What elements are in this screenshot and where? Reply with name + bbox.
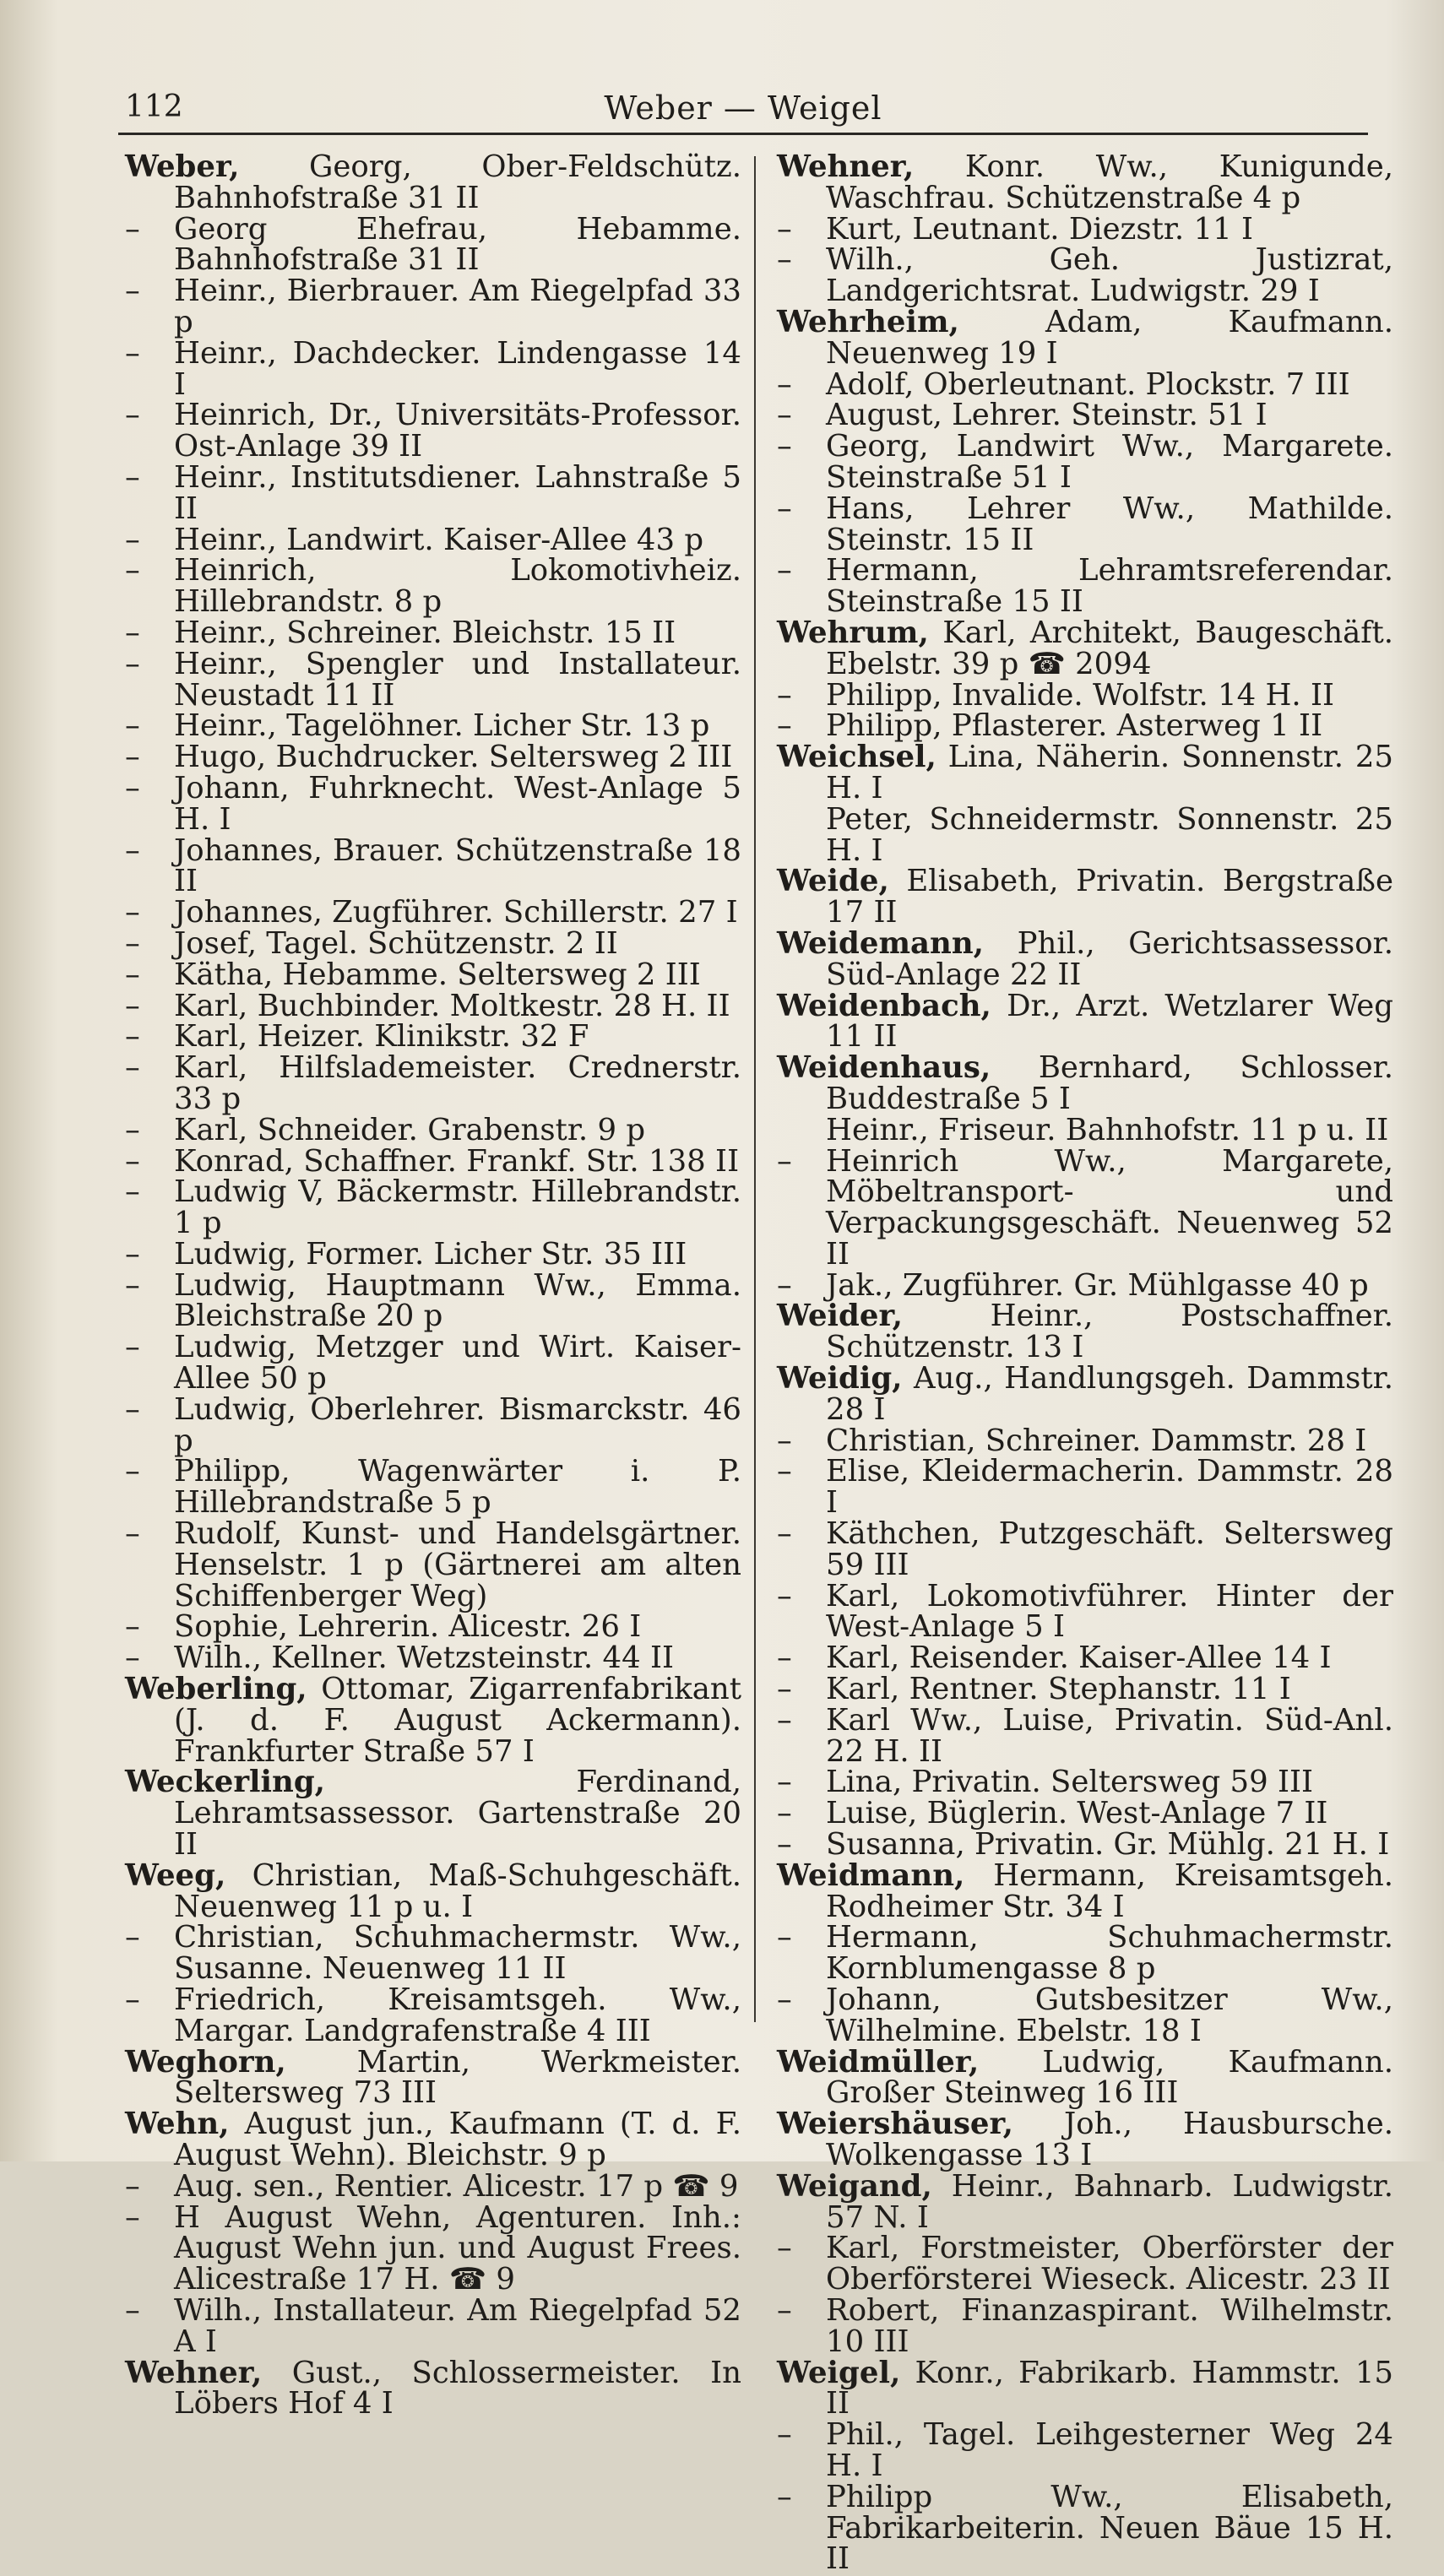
entry-surname: Weidenbach, bbox=[777, 988, 991, 1023]
entry-details: Lina, Näherin. Sonnenstr. 25 H. I bbox=[826, 740, 1393, 805]
ditto-dash: – bbox=[777, 1702, 792, 1738]
directory-entry bbox=[777, 1301, 1393, 1364]
entry-surname: Weberling, bbox=[125, 1672, 307, 1707]
running-head: Weber — Weigel bbox=[604, 89, 882, 127]
entry-details: Ludwig, Oberlehrer. Bismarckstr. 46 p bbox=[174, 1391, 741, 1458]
ditto-dash: – bbox=[125, 740, 140, 775]
entry-details: Johannes, Brauer. Schützenstraße 18 II bbox=[174, 832, 741, 899]
directory-entry bbox=[125, 1857, 741, 1924]
ditto-dash: – bbox=[125, 1143, 140, 1179]
entry-details: Philipp, Wagenwärter i. P. Hillebrandstraße 5 p bbox=[174, 1454, 741, 1521]
directory-entry bbox=[777, 1456, 1393, 1519]
directory-entry bbox=[777, 366, 1393, 402]
directory-entry bbox=[125, 2199, 741, 2297]
directory-entry bbox=[125, 988, 741, 1023]
entry-surname: Weghorn, bbox=[125, 2044, 286, 2080]
ditto-dash: – bbox=[777, 1578, 792, 1613]
entry-details: Karl, Buchbinder. Moltkestr. 28 H. II bbox=[174, 988, 730, 1023]
directory-entry bbox=[125, 615, 741, 650]
entry-details: Heinr., Spengler und Installateur. Neustadt 11 II bbox=[174, 646, 741, 713]
entry-surname: Wehrum, bbox=[777, 615, 929, 650]
ditto-dash: – bbox=[125, 398, 140, 433]
directory-entry bbox=[777, 242, 1393, 309]
directory-entry bbox=[777, 677, 1393, 713]
entry-surname: Weber, bbox=[125, 149, 240, 184]
ditto-dash: – bbox=[125, 1391, 140, 1427]
directory-entry bbox=[777, 1578, 1393, 1645]
directory-entry bbox=[125, 1516, 741, 1613]
ditto-dash: – bbox=[777, 1423, 792, 1458]
directory-entry bbox=[777, 2044, 1393, 2111]
directory-entry bbox=[777, 149, 1393, 215]
entry-surname: Weider, bbox=[777, 1299, 903, 1334]
entry-details: Gust., Schlossermeister. In Löbers Hof 4 I bbox=[174, 2355, 741, 2421]
entry-details: Georg Ehefrau, Hebamme. Bahnhofstraße 31 II bbox=[174, 211, 741, 278]
directory-entry bbox=[125, 400, 741, 463]
directory-entry bbox=[777, 1267, 1393, 1303]
directory-entry bbox=[125, 1765, 741, 1863]
ditto-dash: – bbox=[125, 459, 140, 495]
directory-entry bbox=[125, 742, 741, 773]
directory-entry bbox=[125, 895, 741, 930]
directory-entry bbox=[777, 1361, 1393, 1427]
entry-details: Karl, Reisender. Kaiser-Allee 14 I bbox=[826, 1641, 1332, 1676]
entry-details: Käthchen, Putzgeschäft. Seltersweg 59 III bbox=[826, 1516, 1393, 1582]
entry-details: Heinrich Ww., Margarete, Möbeltransport- und Verpackungsgeschäft. Neuenweg 52 II bbox=[826, 1143, 1393, 1272]
directory-entry bbox=[125, 522, 741, 557]
directory-entry bbox=[125, 1456, 741, 1519]
ditto-dash: – bbox=[125, 1609, 140, 1645]
directory-entry bbox=[777, 615, 1393, 681]
entry-details: Heinrich, Lokomotivheiz. Hillebrandstr. 8 p bbox=[174, 553, 741, 620]
ditto-dash: – bbox=[777, 1267, 792, 1303]
entry-details: Karl, Forstmeister, Oberförster der Oberförsterei Wieseck. Alicestr. 23 II bbox=[826, 2231, 1393, 2297]
directory-entry bbox=[777, 1112, 1393, 1147]
directory-entry bbox=[125, 925, 741, 961]
ditto-dash: – bbox=[777, 2292, 792, 2328]
entry-details: Rudolf, Kunst- und Handelsgärtner. Henselstr. 1 p (Gärtnerei am alten Schiffenberger Weg) bbox=[174, 1516, 741, 1613]
directory-entry bbox=[777, 1767, 1393, 1798]
directory-entry bbox=[125, 211, 741, 278]
entry-details: Hugo, Buchdrucker. Seltersweg 2 III bbox=[174, 740, 733, 775]
entry-details: Johann, Fuhrknecht. West-Anlage 5 H. I bbox=[174, 770, 741, 837]
column-divider bbox=[754, 156, 756, 2022]
directory-entry bbox=[777, 431, 1393, 494]
ditto-dash: – bbox=[125, 770, 140, 805]
directory-entry bbox=[777, 988, 1393, 1055]
entry-details: Karl, Hilfslademeister. Crednerstr. 33 p bbox=[174, 1050, 741, 1116]
directory-entry bbox=[777, 1798, 1393, 1830]
entry-details: Karl Ww., Luise, Privatin. Süd-Anl. 22 H. II bbox=[826, 1702, 1393, 1769]
ditto-dash: – bbox=[125, 925, 140, 961]
ditto-dash: – bbox=[125, 1641, 140, 1676]
entry-details: Heinr., Bahnarb. Ludwigstr. 57 N. I bbox=[826, 2168, 1393, 2235]
entry-details: Lina, Privatin. Seltersweg 59 III bbox=[826, 1765, 1314, 1800]
directory-entry bbox=[125, 2292, 741, 2359]
ditto-dash: – bbox=[777, 1672, 792, 1707]
entry-details: Ludwig, Former. Licher Str. 35 III bbox=[174, 1236, 687, 1272]
ditto-dash: – bbox=[125, 2292, 140, 2328]
directory-entry bbox=[125, 770, 741, 837]
directory-entry bbox=[777, 2168, 1393, 2235]
entry-details: Dr., Arzt. Wetzlarer Weg 11 II bbox=[826, 988, 1393, 1055]
ditto-dash: – bbox=[125, 1516, 140, 1552]
entry-details: Karl, Schneider. Grabenstr. 9 p bbox=[174, 1112, 646, 1147]
entry-details: Hans, Lehrer Ww., Mathilde. Steinstr. 15 II bbox=[826, 491, 1393, 557]
ditto-dash: – bbox=[125, 1982, 140, 2018]
entry-details: Joh., Hausbursche. Wolkengasse 13 I bbox=[826, 2107, 1393, 2172]
page-header bbox=[118, 84, 1368, 132]
entry-details: Peter, Schneidermstr. Sonnenstr. 25 H. I bbox=[826, 801, 1393, 868]
ditto-dash: – bbox=[777, 211, 792, 247]
ditto-dash: – bbox=[125, 335, 140, 371]
entry-details: Heinr., Landwirt. Kaiser-Allee 43 p bbox=[174, 522, 704, 557]
entry-details: Karl, Lokomotivführer. Hinter der West-Anlage 5 I bbox=[826, 1578, 1393, 1645]
directory-entry bbox=[777, 1857, 1393, 1924]
entry-details: Elisabeth, Privatin. Bergstraße 17 II bbox=[826, 864, 1393, 930]
ditto-dash: – bbox=[125, 1920, 140, 1955]
entry-details: Ludwig, Hauptmann Ww., Emma. Bleichstraße 20 p bbox=[174, 1267, 741, 1334]
ditto-dash: – bbox=[125, 1454, 140, 1489]
directory-entry bbox=[777, 491, 1393, 557]
entry-details: Karl, Heizer. Klinikstr. 32 F bbox=[174, 1019, 589, 1055]
ditto-dash: – bbox=[125, 2199, 140, 2235]
entry-details: Karl, Architekt, Baugeschäft. Ebelstr. 39 p ☎ 2094 bbox=[826, 615, 1393, 681]
directory-entry bbox=[125, 1391, 741, 1458]
entry-surname: Weidmann, bbox=[777, 1857, 965, 1893]
entry-surname: Weeg, bbox=[125, 1857, 226, 1893]
entry-details: Heinr., Tagelöhner. Licher Str. 13 p bbox=[174, 708, 710, 744]
ditto-dash: – bbox=[777, 366, 792, 402]
ditto-dash: – bbox=[777, 1920, 792, 1955]
entry-details: Heinr., Institutsdiener. Lahnstraße 5 II bbox=[174, 459, 741, 526]
ditto-dash: – bbox=[125, 615, 140, 650]
right-column bbox=[777, 149, 1393, 2576]
directory-entry bbox=[777, 553, 1393, 620]
entry-surname: Wehn, bbox=[125, 2107, 230, 2142]
ditto-dash: – bbox=[125, 553, 140, 588]
ditto-dash: – bbox=[777, 398, 792, 433]
directory-entry bbox=[125, 1143, 741, 1179]
entry-details: Ludwig, Kaufmann. Großer Steinweg 16 III bbox=[826, 2044, 1393, 2111]
ditto-dash: – bbox=[777, 708, 792, 744]
ditto-dash: – bbox=[777, 1827, 792, 1863]
entry-surname: Weidenhaus, bbox=[777, 1050, 991, 1086]
entry-details: Heinrich, Dr., Universitäts-Professor. Ost-Anlage 39 II bbox=[174, 398, 741, 464]
entry-surname: Weidig, bbox=[777, 1361, 903, 1396]
entry-surname: Weckerling, bbox=[125, 1765, 326, 1800]
entry-details: Hermann, Lehramtsreferendar. Steinstraße 15 II bbox=[826, 553, 1393, 620]
directory-entry bbox=[125, 1674, 741, 1767]
directory-entry bbox=[777, 1674, 1393, 1706]
directory-entry bbox=[125, 1920, 741, 1987]
directory-entry bbox=[125, 1643, 741, 1674]
directory-entry bbox=[125, 1609, 741, 1645]
entry-details: Kurt, Leutnant. Diezstr. 11 I bbox=[826, 211, 1253, 247]
left-column bbox=[125, 149, 741, 2421]
ditto-dash: – bbox=[125, 211, 140, 247]
entry-details: Philipp Ww., Elisabeth, Fabrikarbeiterin. Neuen Bäue 15 H. II bbox=[826, 2479, 1393, 2576]
entry-details: Jak., Zugführer. Gr. Mühlgasse 40 p bbox=[826, 1267, 1369, 1303]
directory-entry bbox=[125, 276, 741, 339]
ditto-dash: – bbox=[777, 1765, 792, 1800]
entry-surname: Weide, bbox=[777, 864, 889, 899]
directory-entry bbox=[125, 1332, 741, 1395]
ditto-dash: – bbox=[125, 1050, 140, 1086]
directory-entry bbox=[777, 866, 1393, 929]
directory-entry bbox=[777, 742, 1393, 805]
entry-details: Elise, Kleidermacherin. Dammstr. 28 I bbox=[826, 1454, 1393, 1521]
ditto-dash: – bbox=[125, 522, 140, 557]
ditto-dash: – bbox=[125, 1174, 140, 1210]
directory-entry bbox=[125, 708, 741, 744]
ditto-dash: – bbox=[777, 1143, 792, 1179]
ditto-dash: – bbox=[777, 1641, 792, 1676]
entry-surname: Wehner, bbox=[777, 149, 915, 184]
ditto-dash: – bbox=[777, 2479, 792, 2514]
ditto-dash: – bbox=[777, 1982, 792, 2018]
entry-surname: Weiershäuser, bbox=[777, 2107, 1013, 2142]
directory-entry bbox=[125, 1112, 741, 1147]
entry-details: Wilh., Geh. Justizrat, Landgerichtsrat. Ludwigstr. 29 I bbox=[826, 242, 1393, 309]
entry-details: Georg, Ober-Feldschütz. Bahnhofstraße 31 II bbox=[174, 149, 741, 215]
entry-details: Heinr., Friseur. Bahnhofstr. 11 p u. II bbox=[826, 1112, 1389, 1147]
directory-entry bbox=[125, 1267, 741, 1334]
directory-entry bbox=[125, 553, 741, 620]
ditto-dash: – bbox=[777, 242, 792, 278]
entry-surname: Weigand, bbox=[777, 2168, 932, 2204]
ditto-dash: – bbox=[125, 274, 140, 309]
entry-details: Johannes, Zugführer. Schillerstr. 27 I bbox=[174, 895, 738, 930]
entry-details: Sophie, Lehrerin. Alicestr. 26 I bbox=[174, 1609, 642, 1645]
ditto-dash: – bbox=[125, 708, 140, 744]
entry-details: Heinr., Bierbrauer. Am Riegelpfad 33 p bbox=[174, 274, 741, 339]
directory-entry bbox=[777, 2109, 1393, 2172]
entry-details: Aug., Handlungsgeh. Dammstr. 28 I bbox=[826, 1361, 1393, 1427]
directory-entry bbox=[777, 304, 1393, 371]
entry-details: Wilh., Installateur. Am Riegelpfad 52 A I bbox=[174, 2292, 741, 2359]
directory-entry bbox=[777, 2355, 1393, 2421]
directory-entry bbox=[125, 1019, 741, 1055]
directory-entry bbox=[777, 1920, 1393, 1987]
entry-details: Georg, Landwirt Ww., Margarete. Steinstraße 51 I bbox=[826, 429, 1393, 495]
directory-entry bbox=[125, 832, 741, 899]
entry-surname: Weichsel, bbox=[777, 740, 936, 775]
directory-entry bbox=[777, 1702, 1393, 1769]
entry-details: Heinr., Postschaffner. Schützenstr. 13 I bbox=[826, 1299, 1393, 1365]
entry-surname: Wehner, bbox=[125, 2355, 263, 2390]
directory-entry bbox=[125, 2355, 741, 2421]
ditto-dash: – bbox=[125, 895, 140, 930]
directory-entry bbox=[777, 1827, 1393, 1863]
ditto-dash: – bbox=[125, 1236, 140, 1272]
ditto-dash: – bbox=[125, 646, 140, 681]
entry-details: Adolf, Oberleutnant. Plockstr. 7 III bbox=[826, 366, 1350, 402]
entry-details: Aug. sen., Rentier. Alicestr. 17 p ☎ 9 bbox=[174, 2168, 739, 2204]
directory-entry bbox=[125, 1050, 741, 1116]
entry-surname: Wehrheim, bbox=[777, 304, 959, 339]
entry-details: Hermann, Kreisamtsgeh. Rodheimer Str. 34 I bbox=[826, 1857, 1393, 1924]
ditto-dash: – bbox=[125, 957, 140, 992]
ditto-dash: – bbox=[125, 1019, 140, 1055]
entry-details: Christian, Schreiner. Dammstr. 28 I bbox=[826, 1423, 1367, 1458]
entry-details: Philipp, Pflasterer. Asterweg 1 II bbox=[826, 708, 1323, 744]
entry-details: Luise, Büglerin. West-Anlage 7 II bbox=[826, 1796, 1328, 1831]
entry-details: Ferdinand, Lehramtsassessor. Gartenstraße 20 II bbox=[174, 1765, 741, 1863]
directory-entry bbox=[125, 459, 741, 526]
entry-details: Martin, Werkmeister. Seltersweg 73 III bbox=[174, 2044, 741, 2111]
directory-entry bbox=[125, 2044, 741, 2111]
entry-details: August, Lehrer. Steinstr. 51 I bbox=[826, 398, 1268, 433]
directory-entry bbox=[777, 2233, 1393, 2296]
directory-entry bbox=[777, 1982, 1393, 2048]
directory-entry bbox=[125, 2109, 741, 2172]
directory-entry bbox=[777, 801, 1393, 868]
entry-details: Johann, Gutsbesitzer Ww., Wilhelmine. Ebelstr. 18 I bbox=[826, 1982, 1393, 2048]
directory-entry bbox=[777, 1050, 1393, 1116]
entry-surname: Weidmüller, bbox=[777, 2044, 980, 2080]
header-rule bbox=[118, 133, 1368, 135]
entry-details: Konr. Ww., Kunigunde, Waschfrau. Schützenstraße 4 p bbox=[826, 149, 1393, 215]
entry-surname: Weidemann, bbox=[777, 925, 984, 961]
directory-entry bbox=[777, 1643, 1393, 1674]
entry-details: Heinr., Dachdecker. Lindengasse 14 I bbox=[174, 335, 741, 402]
entry-details: Karl, Rentner. Stephanstr. 11 I bbox=[826, 1672, 1291, 1707]
ditto-dash: – bbox=[777, 429, 792, 464]
ditto-dash: – bbox=[777, 677, 792, 713]
ditto-dash: – bbox=[777, 2231, 792, 2266]
entry-details: Heinr., Schreiner. Bleichstr. 15 II bbox=[174, 615, 676, 650]
entry-surname: Weigel, bbox=[777, 2355, 901, 2390]
ditto-dash: – bbox=[777, 2417, 792, 2453]
entry-details: Ottomar, Zigarrenfabrikant (J. d. F. August Ackermann). Frankfurter Straße 57 I bbox=[174, 1672, 741, 1769]
entry-details: Phil., Gerichtsassessor. Süd-Anlage 22 II bbox=[826, 925, 1393, 992]
ditto-dash: – bbox=[125, 1112, 140, 1147]
entry-details: Kätha, Hebamme. Seltersweg 2 III bbox=[174, 957, 701, 992]
entry-details: Konrad, Schaffner. Frankf. Str. 138 II bbox=[174, 1143, 740, 1179]
directory-entry bbox=[777, 211, 1393, 247]
entry-details: Josef, Tagel. Schützenstr. 2 II bbox=[174, 925, 618, 961]
entry-details: August jun., Kaufmann (T. d. F. August Wehn). Bleichstr. 9 p bbox=[174, 2107, 741, 2172]
ditto-dash: – bbox=[125, 1267, 140, 1303]
entry-details: Friedrich, Kreisamtsgeh. Ww., Margar. Landgrafenstraße 4 III bbox=[174, 1982, 741, 2048]
directory-entry bbox=[125, 335, 741, 402]
ditto-dash: – bbox=[777, 491, 792, 526]
directory-entry bbox=[777, 925, 1393, 992]
directory-entry bbox=[125, 957, 741, 992]
directory-entry bbox=[777, 1516, 1393, 1582]
entry-details: Hermann, Schuhmachermstr. Kornblumengasse 8 p bbox=[826, 1920, 1393, 1987]
entry-details: Phil., Tagel. Leihgesterner Weg 24 H. I bbox=[826, 2417, 1393, 2483]
directory-entry bbox=[125, 1982, 741, 2048]
entry-details: Bernhard, Schlosser. Buddestraße 5 I bbox=[826, 1050, 1393, 1116]
ditto-dash: – bbox=[777, 553, 792, 588]
entry-details: Konr., Fabrikarb. Hammstr. 15 II bbox=[826, 2355, 1393, 2421]
entry-details: H August Wehn, Agenturen. Inh.: August Wehn jun. und August Frees. Alicestraße 17 H. ☎ 9 bbox=[174, 2199, 741, 2297]
ditto-dash: – bbox=[777, 1796, 792, 1831]
entry-details: Adam, Kaufmann. Neuenweg 19 I bbox=[826, 304, 1393, 371]
page-number: 112 bbox=[125, 89, 183, 124]
ditto-dash: – bbox=[125, 832, 140, 868]
directory-entry bbox=[777, 2417, 1393, 2483]
entry-details: Ludwig V, Bäckermstr. Hillebrandstr. 1 p bbox=[174, 1174, 741, 1241]
entry-details: Robert, Finanzaspirant. Wilhelmstr. 10 III bbox=[826, 2292, 1393, 2359]
ditto-dash: – bbox=[125, 1330, 140, 1365]
directory-entry bbox=[777, 400, 1393, 431]
entry-details: Susanna, Privatin. Gr. Mühlg. 21 H. I bbox=[826, 1827, 1390, 1863]
ditto-dash: – bbox=[125, 2168, 140, 2204]
ditto-dash: – bbox=[777, 1454, 792, 1489]
directory-entry bbox=[125, 1174, 741, 1241]
directory-entry bbox=[125, 149, 741, 215]
directory-entry bbox=[777, 1143, 1393, 1272]
entry-details: Philipp, Invalide. Wolfstr. 14 H. II bbox=[826, 677, 1335, 713]
directory-entry bbox=[125, 1236, 741, 1272]
directory-entry bbox=[777, 2479, 1393, 2576]
entry-details: Christian, Schuhmachermstr. Ww., Susanne. Neuenweg 11 II bbox=[174, 1920, 741, 1987]
ditto-dash: – bbox=[777, 1516, 792, 1552]
directory-entry bbox=[777, 708, 1393, 744]
directory-entry bbox=[777, 2292, 1393, 2359]
directory-entry bbox=[125, 646, 741, 713]
directory-entry bbox=[777, 1423, 1393, 1458]
entry-details: Christian, Maß-Schuhgeschäft. Neuenweg 11 p u. I bbox=[174, 1857, 741, 1924]
ditto-dash: – bbox=[125, 988, 140, 1023]
directory-entry bbox=[125, 2168, 741, 2204]
entry-details: Ludwig, Metzger und Wirt. Kaiser-Allee 50 p bbox=[174, 1330, 741, 1396]
entry-details: Wilh., Kellner. Wetzsteinstr. 44 II bbox=[174, 1641, 674, 1676]
